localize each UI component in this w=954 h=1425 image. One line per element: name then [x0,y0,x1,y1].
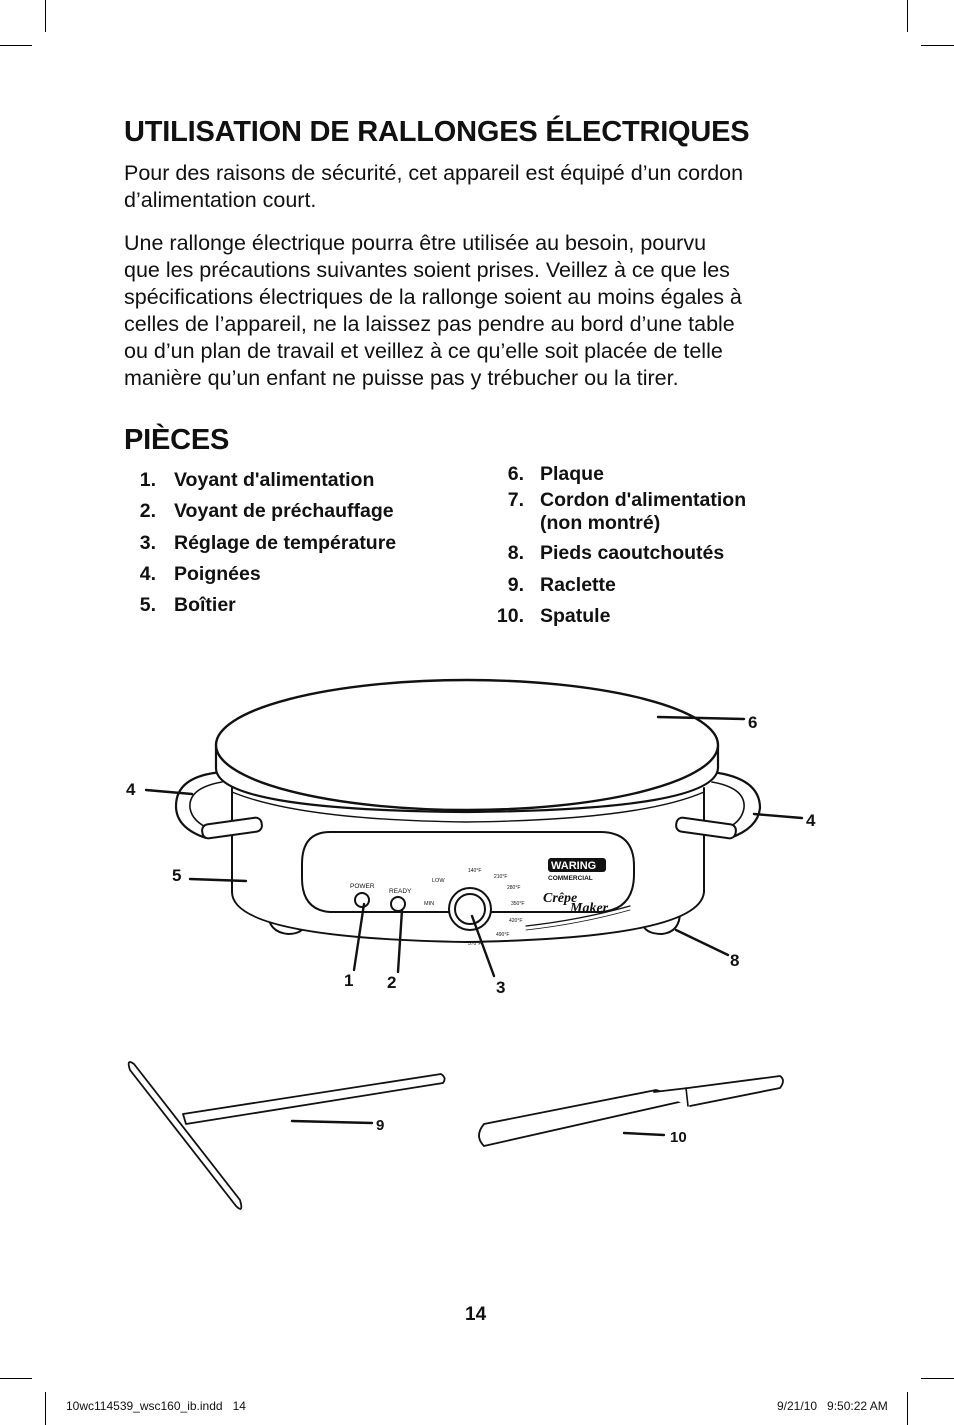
part-number: 1. [139,469,156,491]
section-title-parts: PIÈCES [124,424,230,456]
page-number: 14 [465,1304,487,1325]
min-label: MIN [424,901,435,907]
part-label: Pieds caoutchoutés [540,542,725,564]
low-label: LOW [432,878,445,884]
power-label: POWER [350,883,375,890]
part-label: Boîtier [174,594,236,616]
part-number: 3. [139,532,156,554]
section-title-extension: UTILISATION DE RALLONGES ÉLECTRIQUES [124,116,750,148]
cooking-plate [216,680,718,810]
temp-mark: 350°F [511,901,525,907]
part-number: 8. [507,542,524,564]
leader-line [676,930,728,955]
spatula [479,1076,783,1146]
part-label: Voyant de préchauffage [174,500,394,522]
temp-mark: 210°F [494,874,508,880]
part-number: 4. [139,563,156,585]
paragraph-line: que les précautions suivantes soient prises. Veillez à ce que les [124,258,730,282]
brand-text: WARING [551,860,597,872]
paragraph-line: ou d’un plan de travail et veillez à ce qu’elle soit placée de telle [124,339,723,363]
paragraph-line: Une rallonge électrique pourra être utilisée au besoin, pourvu [124,231,707,255]
crop-mark [45,1392,46,1425]
part-number: 2. [139,500,156,522]
paragraph-line: manière qu’un enfant ne puisse pas y trébucher ou la tirer. [124,366,679,390]
part-number: 7. [507,489,524,511]
part-number: 6. [507,463,524,485]
crop-mark [45,0,46,32]
callout-10: 10 [670,1129,687,1146]
paragraph-line: celles de l’appareil, ne la laissez pas pendre au bord d’une table [124,312,735,336]
callout-4-left: 4 [126,780,136,799]
power-light [355,893,369,907]
extension-paragraph-2 [124,230,834,392]
callout-5: 5 [172,866,182,885]
product-name-2: Maker [570,901,609,916]
part-number: 9. [507,574,524,596]
callout-3: 3 [496,978,506,997]
callout-2: 2 [387,973,397,992]
ready-label: READY [389,888,412,895]
leader-line [292,1121,372,1123]
leader-line [624,1133,664,1135]
footer-timestamp: 9/21/10 9:50:22 AM [777,1399,888,1413]
crop-mark [907,1392,908,1425]
crop-mark [0,45,32,46]
callout-6: 6 [748,713,758,732]
temp-mark: 570°F [468,941,482,947]
leader-line [754,814,802,818]
crop-mark [0,1378,32,1379]
part-label: (non montré) [540,512,661,534]
crop-mark [907,0,908,32]
paragraph-line: d’alimentation court. [124,188,317,212]
callout-4-right: 4 [806,811,816,830]
part-number: 10. [496,605,524,627]
leader-line [146,790,192,794]
ready-light [391,897,405,911]
part-label: Réglage de température [174,532,397,554]
footer-filename: 10wc114539_wsc160_ib.indd 14 [66,1399,246,1413]
batter-spreader [129,1062,445,1209]
temp-mark: 140°F [468,868,482,874]
part-label: Raclette [540,574,616,596]
extension-paragraph-1 [124,160,834,214]
part-label: Cordon d'alimentation [540,489,747,511]
callout-8: 8 [730,951,740,970]
brand-sub-text: COMMERCIAL [548,875,593,882]
paragraph-line: Pour des raisons de sécurité, cet appareil est équipé d’un cordon [124,161,744,185]
crepe-maker-illustration [0,660,954,1230]
part-number: 5. [139,594,156,616]
part-label: Voyant d'alimentation [174,469,375,491]
part-label: Plaque [540,463,604,485]
callout-9: 9 [376,1117,385,1134]
crop-mark [921,1378,954,1379]
crop-mark [921,45,954,46]
paragraph-line: spécifications électriques de la rallonge soient au moins égales à [124,285,742,309]
temp-mark: 490°F [496,932,510,938]
part-label: Spatule [540,605,611,627]
temp-mark: 420°F [509,918,523,924]
temp-mark: 280°F [507,885,521,891]
callout-1: 1 [344,971,354,990]
product-name-1: Crêpe [543,891,578,906]
part-label: Poignées [174,563,261,585]
